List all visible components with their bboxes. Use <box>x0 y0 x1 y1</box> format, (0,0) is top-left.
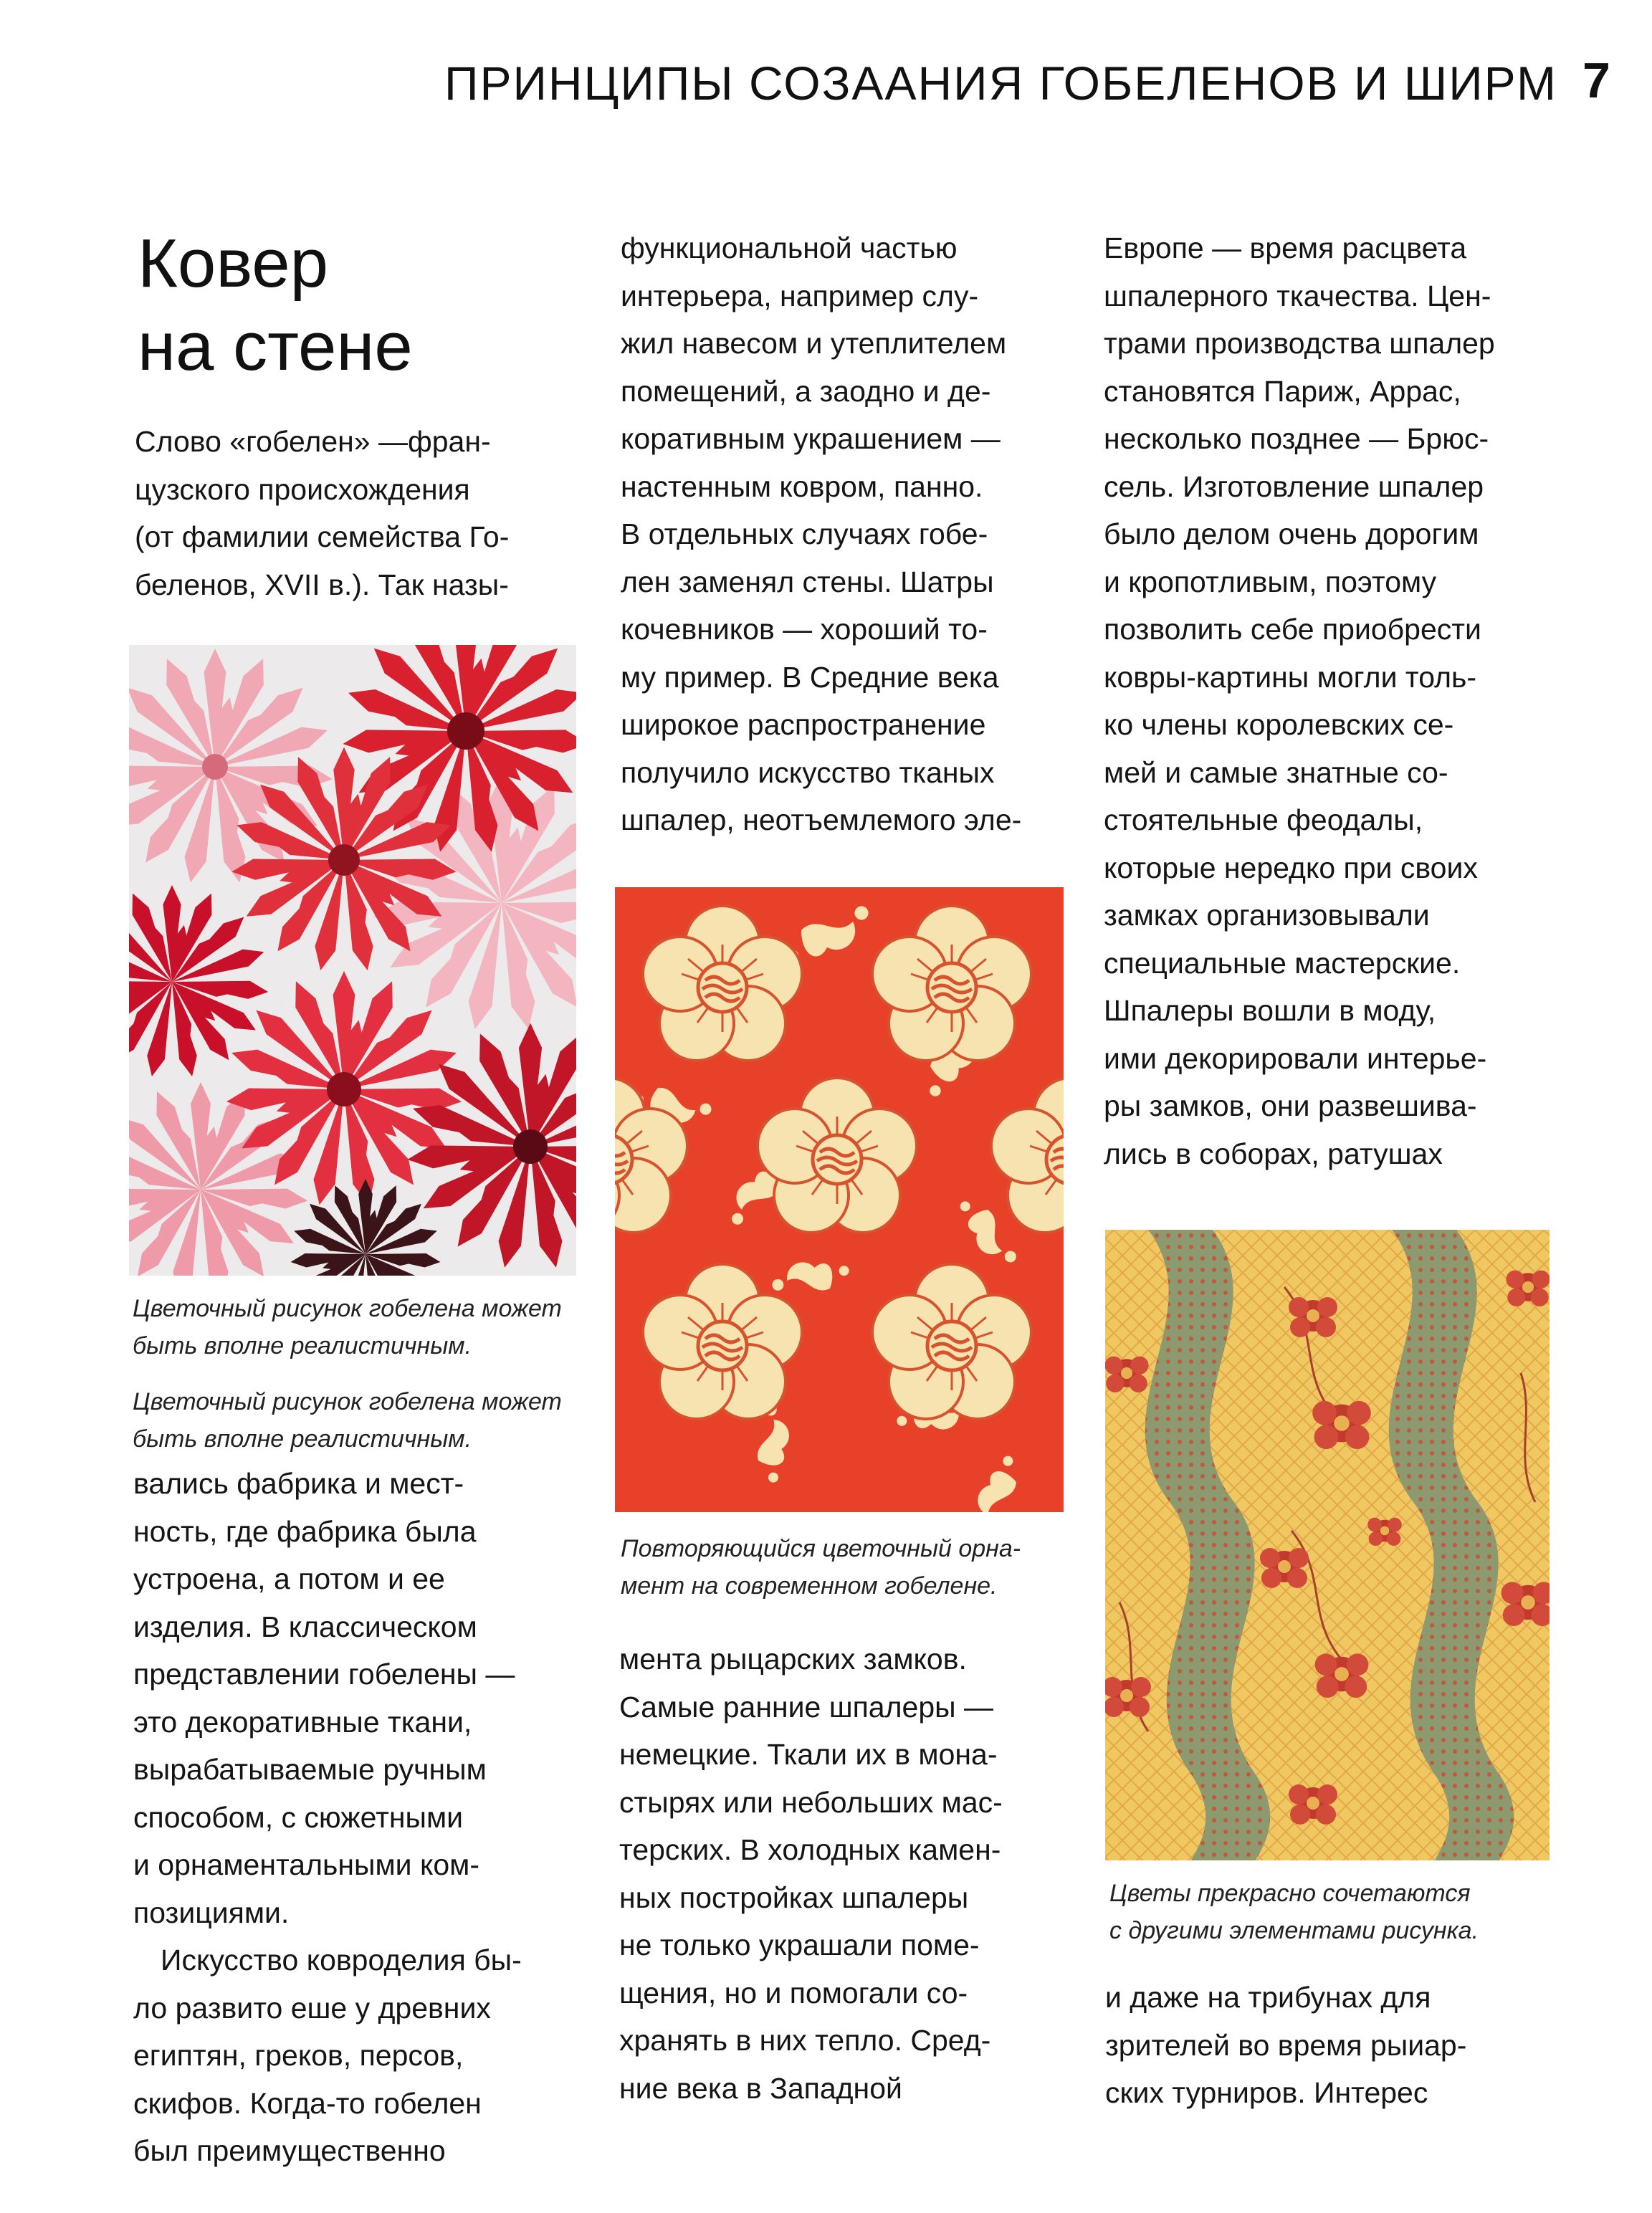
column1-bottom-text <box>133 1460 522 2175</box>
text-line: шпалерного ткачества. Цен- <box>1104 279 1491 312</box>
text-line: получило искусство тканых <box>621 755 995 789</box>
text-line: был преимущественно <box>133 2134 446 2167</box>
caption-line: с другими элементами рисунка. <box>1109 1917 1479 1944</box>
caption-line: мент на современном гобелене. <box>621 1572 998 1600</box>
text-line: позволить себе приобрести <box>1104 613 1481 646</box>
chapter-title <box>138 222 539 388</box>
column2-top-text <box>621 224 1021 844</box>
text-line: трами производства шпалер <box>1104 327 1495 360</box>
flower-ornament-tapestry-image <box>615 887 1064 1512</box>
chapter-title-line: Ковер <box>138 225 329 302</box>
text-line: жил навесом и утеплителем <box>621 327 1007 360</box>
column1-top-text <box>135 418 509 608</box>
text-line: ры замков, они развешива- <box>1104 1089 1477 1122</box>
caption-line: Цветы прекрасно сочетаются <box>1109 1880 1471 1907</box>
column3-bottom-text <box>1105 1974 1466 2117</box>
text-line: ковры-картины могли толь- <box>1104 660 1477 694</box>
caption-dahlia-1 <box>133 1290 562 1364</box>
caption-line: Цветочный рисунок гобелена может <box>133 1295 562 1322</box>
text-line: стоятельные феодалы, <box>1104 803 1423 836</box>
text-line: щения, но и помогали со- <box>619 1976 968 2009</box>
text-line: ко члены королевских се- <box>1104 708 1454 741</box>
text-line: Шпалеры вошли в моду, <box>1104 994 1436 1027</box>
text-line: специальные мастерские. <box>1104 946 1461 980</box>
text-line: устроена, а потом и ее <box>133 1562 445 1595</box>
text-line: которые нередко при своих <box>1104 851 1478 884</box>
column3-top-text <box>1104 224 1495 1177</box>
text-line: ло развито еше у древних <box>133 1991 491 2025</box>
text-line: мента рыцарских замков. <box>619 1643 967 1676</box>
text-line: (от фамилии семейства Го- <box>135 520 510 553</box>
caption-ornament <box>621 1530 1021 1605</box>
text-line: Искусство ковроделия бы- <box>161 1944 522 1977</box>
dahlia-tapestry-image <box>129 645 576 1276</box>
text-line: и кропотливым, поэтому <box>1104 565 1437 598</box>
text-line: ных постройках шпалеры <box>619 1880 969 1914</box>
text-line: хранять в них тепло. Сред- <box>619 2024 991 2057</box>
text-line: скифов. Когда-то гобелен <box>133 2086 482 2120</box>
text-line: сель. Изготовление шпалер <box>1104 469 1484 503</box>
column2-bottom-text <box>619 1635 1003 2112</box>
text-line: не только украшали поме- <box>619 1928 980 1961</box>
text-line: ность, где фабрика была <box>133 1514 477 1548</box>
caption-line: быть вполне реалистичным. <box>133 1332 472 1359</box>
text-line: лен заменял стены. Шатры <box>621 565 994 598</box>
caption-dahlia-2 <box>133 1383 562 1458</box>
wavy-floral-tapestry-image <box>1105 1230 1550 1860</box>
caption-line: быть вполне реалистичным. <box>133 1425 472 1453</box>
text-line: му пример. В Средние века <box>621 660 999 694</box>
text-line: ских турниров. Интерес <box>1105 2076 1428 2109</box>
text-line: зрителей во время рыиар- <box>1105 2028 1467 2062</box>
text-line: В отдельных случаях гобе- <box>621 517 988 550</box>
text-line: это декоративные ткани, <box>133 1705 472 1739</box>
text-line: лись в соборах, ратушах <box>1104 1137 1443 1170</box>
text-line: Европе — время расцвета <box>1104 231 1467 264</box>
page-number: 7 <box>1582 52 1610 108</box>
text-line: египтян, греков, персов, <box>133 2039 464 2072</box>
text-line: Самые ранние шпалеры — <box>619 1690 993 1724</box>
text-line: способом, с сюжетными <box>133 1800 464 1834</box>
text-line: помещений, а заодно и де- <box>621 374 991 408</box>
caption-wavy-floral <box>1109 1875 1479 1949</box>
text-line: широкое распространение <box>621 708 986 741</box>
chapter-title-line: на стене <box>138 308 413 385</box>
caption-line: Повторяющийся цветочный орна- <box>621 1535 1021 1562</box>
text-line: вались фабрика и мест- <box>133 1467 464 1500</box>
text-line: ние века в Западной <box>619 2071 902 2105</box>
text-line: шпалер, неотъемлемого эле- <box>621 803 1022 836</box>
text-line: Слово «гобелен» —фран- <box>135 425 491 458</box>
text-line: и даже на трибунах для <box>1105 1981 1431 2014</box>
text-line: беленов, XVII в.). Так назы- <box>135 568 509 601</box>
text-line: функциональной частью <box>621 231 958 264</box>
text-line: настенным ковром, панно. <box>621 469 983 503</box>
text-line: и орнаментальными ком- <box>133 1848 480 1881</box>
caption-line: Цветочный рисунок гобелена может <box>133 1388 562 1415</box>
text-line: позициями. <box>133 1896 290 1929</box>
text-line: терских. В холодных камен- <box>619 1833 1001 1866</box>
text-line: представлении гобелены — <box>133 1658 515 1691</box>
text-line: замках организовывали <box>1104 899 1430 932</box>
text-line: коративным украшением — <box>621 422 1001 455</box>
text-line: вырабатываемые ручным <box>133 1753 487 1786</box>
text-line: цузского происхождения <box>135 472 470 506</box>
text-line: ими декорировали интерье- <box>1104 1041 1487 1075</box>
text-line: кочевников — хороший то- <box>621 613 988 646</box>
text-line: интерьера, например слу- <box>621 279 979 312</box>
text-line: немецкие. Ткали их в мона- <box>619 1738 998 1771</box>
text-line: становятся Париж, Аррас, <box>1104 374 1461 408</box>
text-line: стырях или небольших мас- <box>619 1785 1003 1819</box>
header-title: ПРИНЦИПЫ СОЗААНИЯ ГОБЕЛЕНОВ И ШИРМ <box>444 57 1557 110</box>
text-line: мей и самые знатные со- <box>1104 755 1448 789</box>
text-line: несколько позднее — Брюс- <box>1104 422 1489 455</box>
text-line: было делом очень дорогим <box>1104 517 1479 550</box>
text-line: изделия. В классическом <box>133 1610 477 1643</box>
